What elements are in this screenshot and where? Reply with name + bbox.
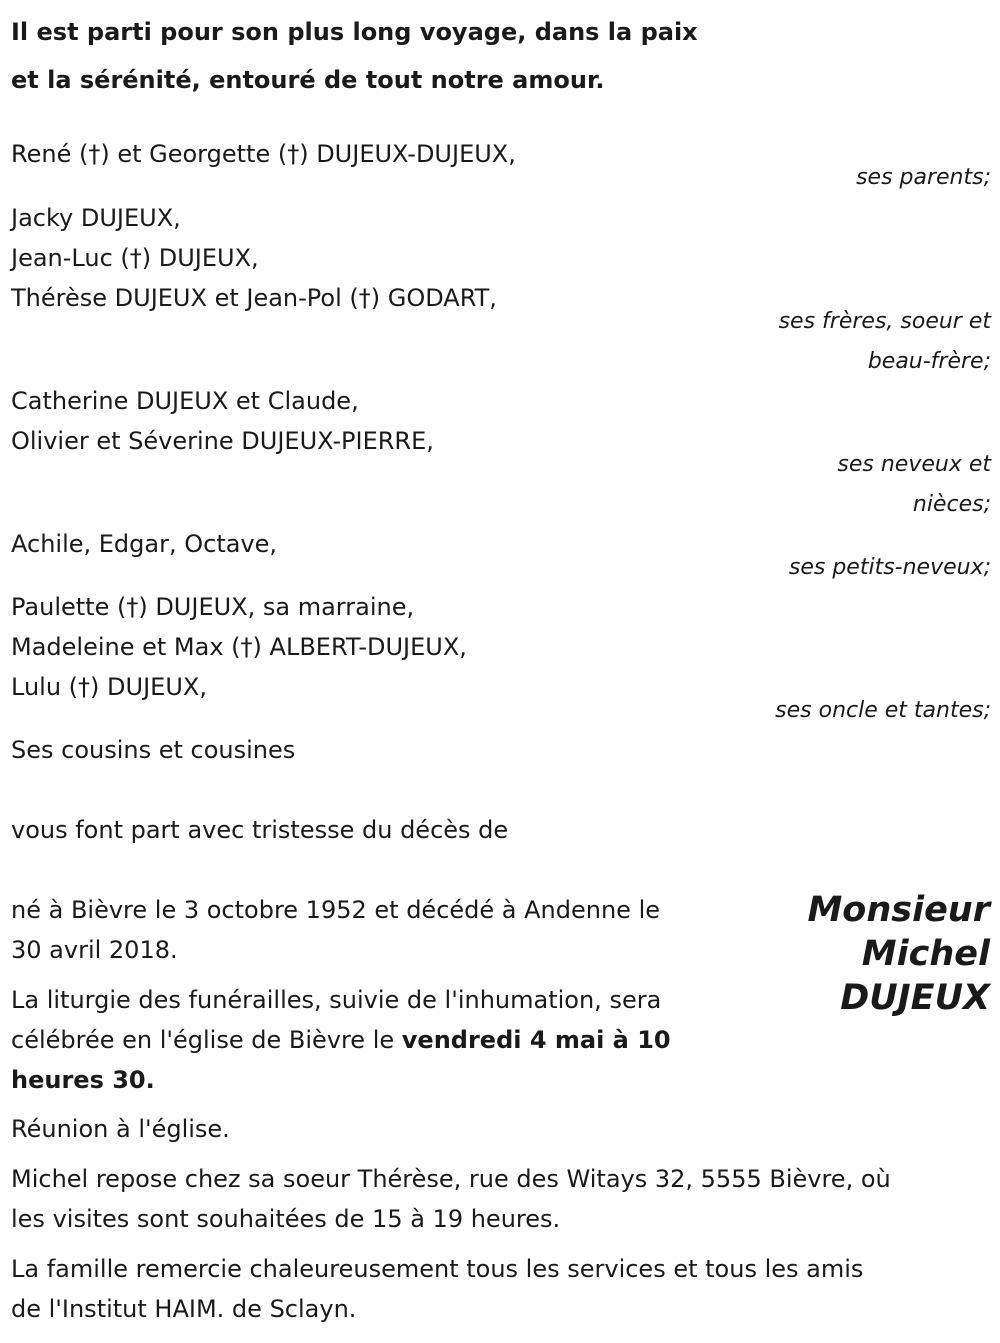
funeral-place: célébrée en l'église de Bièvre le xyxy=(11,1026,402,1054)
family-name: Thérèse DUJEUX et Jean-Pol (†) GODART, xyxy=(11,284,497,312)
family-group-aunts xyxy=(11,587,991,731)
meeting-line: Réunion à l'église. xyxy=(11,1115,230,1143)
family-name: Paulette (†) DUJEUX, sa marraine, xyxy=(11,593,415,621)
funeral-time: heures 30. xyxy=(11,1066,155,1094)
relation-line: ses neveux et xyxy=(837,452,991,477)
deceased-first-name: Michel xyxy=(861,934,990,974)
family-group-siblings xyxy=(11,198,991,382)
paragraph-line: 30 avril 2018. xyxy=(11,936,178,964)
family-name: Madeleine et Max (†) ALBERT-DUJEUX, xyxy=(11,633,467,661)
relation-label: ses parents; xyxy=(856,165,991,190)
paragraph-line: Michel repose chez sa soeur Thérèse, rue des Witays 32, 5555 Bièvre, où xyxy=(11,1165,891,1193)
family-group-parents xyxy=(11,134,991,198)
paragraph-line xyxy=(11,1020,671,1060)
relation-line: nièces; xyxy=(912,492,991,517)
deceased-name xyxy=(690,888,990,1020)
family-name: Lulu (†) DUJEUX, xyxy=(11,673,207,701)
funeral-paragraph xyxy=(11,980,671,1100)
intro-line: Il est parti pour son plus long voyage, dans la paix xyxy=(11,18,698,46)
relation-line: beau-frère; xyxy=(867,349,991,374)
repose-paragraph xyxy=(11,1159,891,1239)
paragraph-line: né à Bièvre le 3 octobre 1952 et décédé à Andenne le xyxy=(11,896,660,924)
family-name: Jean-Luc (†) DUJEUX, xyxy=(11,244,259,272)
intro-text xyxy=(11,8,791,104)
paragraph-line xyxy=(11,1060,671,1100)
family-name: Olivier et Séverine DUJEUX-PIERRE, xyxy=(11,427,434,455)
thanks-paragraph xyxy=(11,1249,863,1329)
deceased-last-name: DUJEUX xyxy=(840,978,990,1018)
intro-line: et la sérénité, entouré de tout notre amour. xyxy=(11,66,605,94)
paragraph-line: de l'Institut HAIM. de Sclayn. xyxy=(11,1295,357,1323)
family-name: Achile, Edgar, Octave, xyxy=(11,530,278,558)
paragraph-line: La liturgie des funérailles, suivie de l'inhumation, sera xyxy=(11,986,662,1014)
deceased-title: Monsieur xyxy=(807,890,990,930)
announcement-line: vous font part avec tristesse du décès de xyxy=(11,816,509,844)
relation-label: ses petits-neveux; xyxy=(788,555,991,580)
family-name: Jacky DUJEUX, xyxy=(11,204,181,232)
family-name: Catherine DUJEUX et Claude, xyxy=(11,387,359,415)
paragraph-line: les visites sont souhaitées de 15 à 19 heures. xyxy=(11,1205,561,1233)
relation-label: ses oncle et tantes; xyxy=(775,698,991,723)
funeral-date: vendredi 4 mai à 10 xyxy=(401,1026,671,1054)
relation-line: ses frères, soeur et xyxy=(778,309,991,334)
family-group-grandnephews xyxy=(11,524,991,588)
paragraph-line: La famille remercie chaleureusement tous les services et tous les amis xyxy=(11,1255,864,1283)
cousins-line: Ses cousins et cousines xyxy=(11,736,296,764)
family-group-nephews xyxy=(11,381,991,525)
family-name: René (†) et Georgette (†) DUJEUX-DUJEUX, xyxy=(11,140,516,168)
birth-paragraph xyxy=(11,890,660,970)
